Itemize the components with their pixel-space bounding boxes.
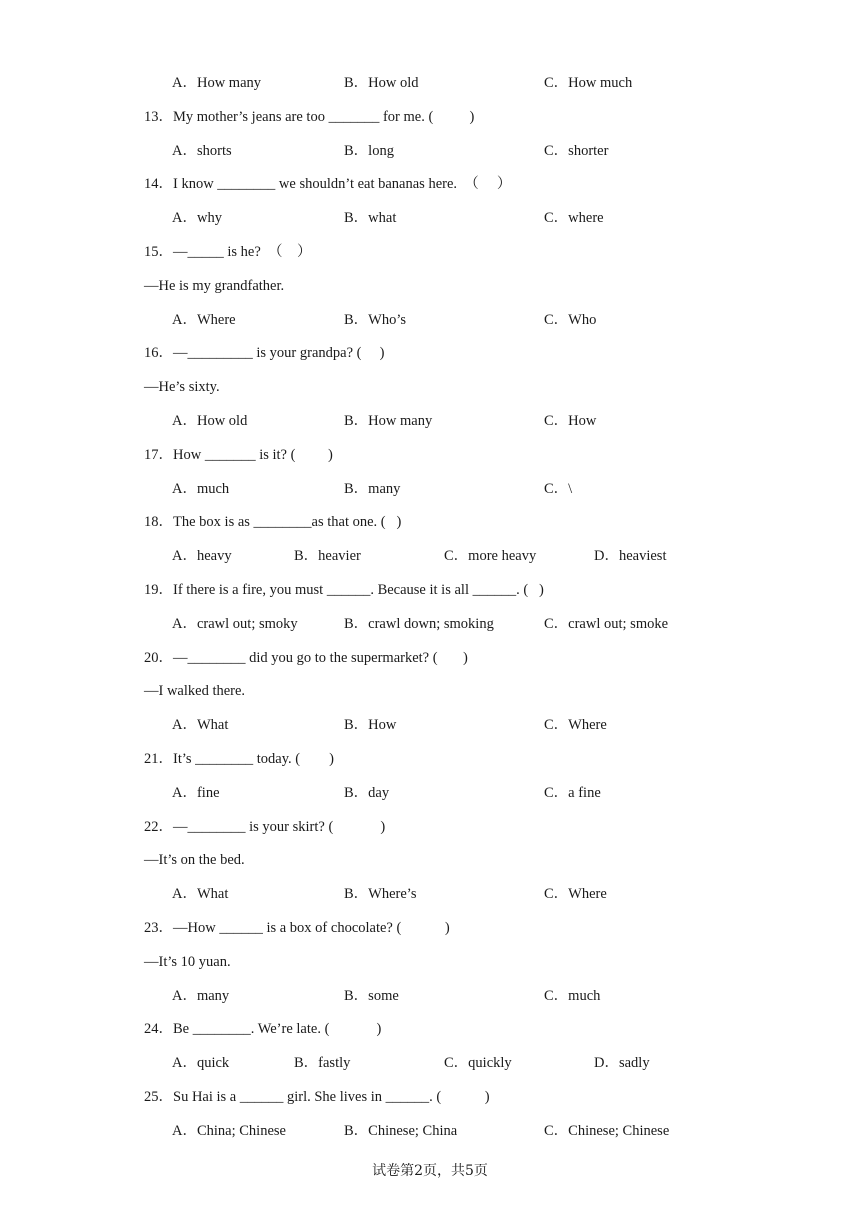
- question-text: 13．My mother’s jeans are too _______ for me. ( ): [144, 109, 475, 125]
- options-line: [0, 782, 860, 804]
- question-line: [0, 951, 860, 973]
- question-line: [0, 444, 860, 466]
- answer-option: A．China; Chinese: [172, 1123, 286, 1139]
- question-text: 20．—________ did you go to the supermarket? ( ): [144, 650, 468, 666]
- question-line: [0, 849, 860, 871]
- answer-option: C．Who: [544, 312, 597, 328]
- options-line: [0, 1120, 860, 1142]
- answer-option: B．long: [344, 143, 394, 159]
- answer-option: C．more heavy: [444, 548, 537, 564]
- answer-option: C．Where: [544, 886, 607, 902]
- answer-option: B．Chinese; China: [344, 1123, 458, 1139]
- answer-option: A．fine: [172, 785, 220, 801]
- question-text: —I walked there.: [144, 683, 246, 699]
- answer-option: B．many: [344, 481, 401, 497]
- options-line: [0, 478, 860, 500]
- answer-option: C．where: [544, 210, 604, 226]
- answer-option: C．How: [544, 413, 597, 429]
- answer-option: C．quickly: [444, 1055, 512, 1071]
- question-line: [0, 647, 860, 669]
- options-line: [0, 613, 860, 635]
- question-line: [0, 275, 860, 297]
- question-text: —He is my grandfather.: [144, 278, 285, 294]
- answer-option: A．heavy: [172, 548, 232, 564]
- answer-option: A．What: [172, 717, 229, 733]
- answer-option: B．day: [344, 785, 390, 801]
- answer-option: B．some: [344, 988, 399, 1004]
- question-text: —It’s on the bed.: [144, 852, 245, 868]
- answer-option: D．heaviest: [594, 548, 667, 564]
- question-text: 25．Su Hai is a ______ girl. She lives in ______. ( ): [144, 1089, 490, 1105]
- options-line: [0, 1052, 860, 1074]
- question-text: 24．Be ________. We’re late. ( ): [144, 1021, 382, 1037]
- answer-option: B．crawl down; smoking: [344, 616, 494, 632]
- question-line: [0, 106, 860, 128]
- answer-option: B．How old: [344, 75, 419, 91]
- options-line: [0, 714, 860, 736]
- answer-option: B．fastly: [294, 1055, 351, 1071]
- question-line: [0, 579, 860, 601]
- answer-option: B．How many: [344, 413, 433, 429]
- question-text: —It’s 10 yuan.: [144, 954, 231, 970]
- answer-option: C．How much: [544, 75, 633, 91]
- question-line: [0, 748, 860, 770]
- question-line: [0, 680, 860, 702]
- question-line: [0, 1018, 860, 1040]
- answer-option: C．crawl out; smoke: [544, 616, 669, 632]
- answer-option: A．crawl out; smoky: [172, 616, 298, 632]
- question-line: [0, 816, 860, 838]
- answer-option: C．Chinese; Chinese: [544, 1123, 670, 1139]
- answer-option: C．a fine: [544, 785, 601, 801]
- options-line: [0, 207, 860, 229]
- answer-option: C．Where: [544, 717, 607, 733]
- question-line: [0, 342, 860, 364]
- question-text: 18．The box is as ________as that one. ( ): [144, 514, 402, 530]
- answer-option: A．quick: [172, 1055, 230, 1071]
- options-line: [0, 985, 860, 1007]
- question-line: [0, 173, 860, 195]
- options-line: [0, 410, 860, 432]
- question-text: 14．I know ________ we shouldn’t eat bananas here. （ ）: [144, 176, 512, 192]
- options-line: [0, 545, 860, 567]
- answer-option: C．shorter: [544, 143, 609, 159]
- page-footer: 试卷第2页，共5页: [372, 1163, 488, 1179]
- answer-option: A．How old: [172, 413, 248, 429]
- answer-option: C．\: [544, 481, 573, 497]
- question-line: [0, 511, 860, 533]
- question-text: 21．It’s ________ today. ( ): [144, 751, 334, 767]
- question-text: 17．How _______ is it? ( ): [144, 447, 333, 463]
- answer-option: D．sadly: [594, 1055, 650, 1071]
- options-line: [0, 309, 860, 331]
- question-line: [0, 376, 860, 398]
- question-line: [0, 241, 860, 263]
- question-text: —He’s sixty.: [144, 379, 220, 395]
- options-line: [0, 72, 860, 94]
- answer-option: C．much: [544, 988, 601, 1004]
- question-text: 15．—_____ is he? （ ）: [144, 244, 312, 260]
- answer-option: B．Where’s: [344, 886, 417, 902]
- answer-option: A．How many: [172, 75, 262, 91]
- question-text: 16．—_________ is your grandpa? ( ): [144, 345, 385, 361]
- answer-option: B．what: [344, 210, 397, 226]
- answer-option: B．Who’s: [344, 312, 407, 328]
- answer-option: A．What: [172, 886, 229, 902]
- question-text: 19．If there is a fire, you must ______. Because it is all ______. ( ): [144, 582, 544, 598]
- options-line: [0, 883, 860, 905]
- question-line: [0, 1086, 860, 1108]
- answer-option: B．heavier: [294, 548, 361, 564]
- question-text: 23．—How ______ is a box of chocolate? ( ): [144, 920, 450, 936]
- answer-option: A．much: [172, 481, 230, 497]
- question-text: 22．—________ is your skirt? ( ): [144, 819, 386, 835]
- answer-option: B．How: [344, 717, 397, 733]
- question-line: [0, 917, 860, 939]
- options-line: [0, 140, 860, 162]
- answer-option: A．why: [172, 210, 222, 226]
- answer-option: A．Where: [172, 312, 236, 328]
- answer-option: A．shorts: [172, 143, 232, 159]
- answer-option: A．many: [172, 988, 230, 1004]
